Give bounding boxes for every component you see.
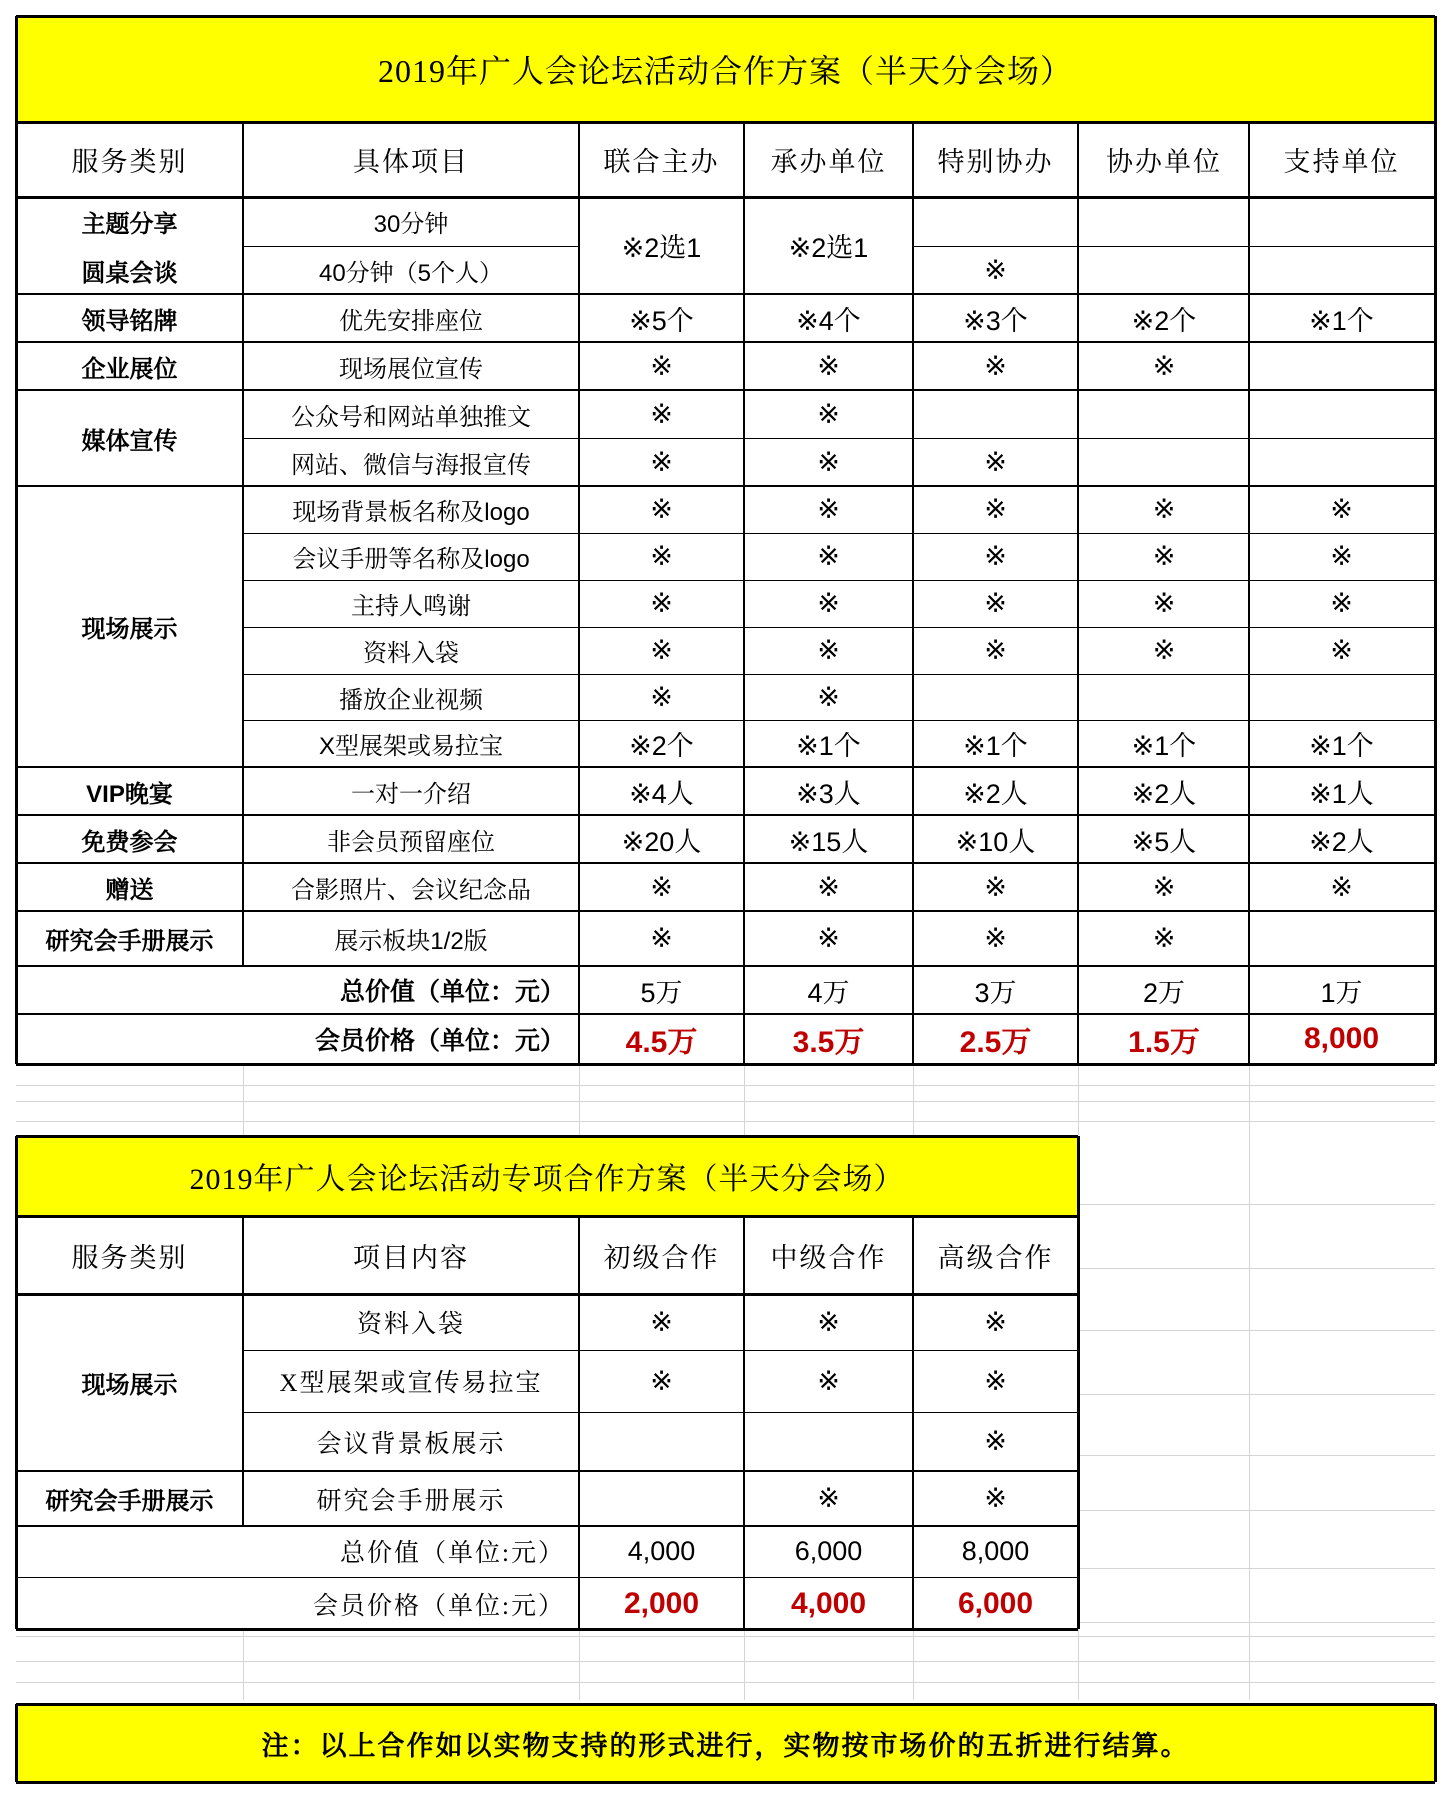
faint-grid (913, 1629, 914, 1700)
item-label: 资料入袋 (356, 1311, 465, 1338)
column-header: 支持单位 (1283, 146, 1400, 177)
category-label: 领导铭牌 (81, 307, 178, 335)
faint-grid (913, 1064, 914, 1135)
item-label: 现场背景板名称及logo (292, 499, 530, 526)
value-cell: ※1个 (1309, 305, 1374, 336)
category-label: 研究会手册展示 (45, 928, 214, 955)
value-cell: ※4个 (796, 305, 861, 336)
value-cell: ※ (984, 871, 1007, 902)
value-cell: ※ (817, 588, 840, 618)
grid-line (16, 1135, 1078, 1138)
item-label: 研究会手册展示 (316, 1487, 506, 1515)
item-label: 主持人鸣谢 (351, 593, 471, 620)
column-header: 服务类别 (71, 146, 188, 177)
value-cell: ※1个 (1309, 731, 1374, 761)
value-cell: ※ (650, 681, 673, 712)
item-label: X型展架或宣传易拉宝 (279, 1370, 543, 1397)
value-cell: ※ (650, 588, 673, 618)
total-value: 4万 (807, 977, 850, 1008)
value-cell: ※ (650, 398, 673, 429)
value-cell: ※ (984, 1483, 1007, 1513)
member-price: 2.5万 (959, 1026, 1032, 1059)
value-cell: ※ (984, 350, 1007, 381)
category-label: VIP晚宴 (86, 780, 173, 808)
grid-line (743, 122, 745, 965)
member-price: 4.5万 (625, 1026, 698, 1059)
round-table-mark: ※ (984, 254, 1007, 285)
value-cell: ※ (1330, 588, 1353, 618)
member-label: 会员价格（单位:元） (313, 1592, 565, 1620)
faint-grid (1078, 1064, 1079, 1135)
total-value: 1万 (1320, 977, 1363, 1008)
grid-line (16, 1293, 1078, 1296)
value-cell: ※2个 (1131, 305, 1197, 336)
column-header: 具体项目 (353, 146, 469, 177)
member-label: 会员价格（单位：元） (314, 1027, 565, 1055)
value-cell: ※2个 (629, 731, 694, 761)
grid-line (243, 1350, 1078, 1351)
item-label: 资料入袋 (363, 640, 459, 667)
member-price: 4,000 (790, 1586, 867, 1620)
faint-grid (1078, 1268, 1435, 1269)
faint-grid (1078, 1204, 1435, 1205)
value-cell: ※ (984, 588, 1007, 618)
category-label: 媒体宣传 (81, 427, 178, 455)
column-header: 项目内容 (353, 1242, 469, 1273)
grid-line (16, 1063, 1435, 1066)
category-label: 企业展位 (81, 355, 178, 383)
value-cell: ※ (1330, 541, 1353, 571)
table1-title: 2019年广人会论坛活动合作方案（半天分会场） (377, 53, 1073, 89)
grid-line (1434, 1704, 1437, 1782)
grid-line (1248, 966, 1250, 1064)
merged-choice: ※2选1 (621, 233, 702, 263)
grid-line (1077, 1136, 1080, 1629)
item-label: 一对一介绍 (351, 780, 471, 808)
value-cell: ※ (817, 494, 840, 524)
column-header: 特别协办 (937, 146, 1054, 177)
value-cell: ※ (1330, 494, 1353, 524)
faint-grid (1078, 1622, 1435, 1623)
faint-grid (16, 1661, 1435, 1662)
column-header: 高级合作 (937, 1242, 1054, 1273)
grid-line (578, 966, 580, 1064)
category-label: 圆桌会谈 (81, 259, 178, 287)
value-cell: ※ (650, 541, 673, 571)
value-cell: ※5个 (629, 305, 694, 336)
value-cell: ※ (1152, 635, 1176, 665)
item-label: X型展架或易拉宝 (318, 733, 503, 760)
value-cell: ※3个 (963, 305, 1028, 336)
grid-line (16, 341, 1435, 343)
faint-grid (16, 1682, 1435, 1683)
grid-line (242, 122, 244, 965)
value-cell: ※ (1152, 923, 1176, 953)
value-cell: ※2人 (1131, 778, 1197, 809)
grid-line (16, 1703, 1435, 1706)
grid-line (16, 862, 1435, 864)
item-label: 播放企业视频 (339, 686, 483, 714)
value-cell: ※ (984, 923, 1007, 953)
grid-line (243, 580, 1435, 581)
value-cell: ※ (817, 923, 840, 953)
value-cell: ※ (1152, 541, 1176, 571)
value-cell: ※4人 (629, 778, 694, 809)
faint-grid (16, 1085, 1435, 1086)
value-cell: ※ (650, 871, 673, 902)
grid-line (15, 1136, 18, 1629)
value-cell: ※10人 (955, 826, 1036, 857)
value-cell: ※2人 (963, 778, 1028, 809)
total-value: 2万 (1142, 977, 1186, 1008)
grid-line (16, 1577, 1078, 1578)
grid-line (243, 246, 579, 247)
grid-line (912, 1216, 914, 1629)
value-cell: ※ (817, 871, 840, 902)
member-price: 1.5万 (1128, 1026, 1200, 1059)
value-cell: ※1个 (796, 731, 861, 761)
value-cell: ※ (984, 635, 1007, 665)
category-label: 现场展示 (81, 1372, 178, 1399)
value-cell: ※ (984, 541, 1007, 571)
value-cell: ※ (1152, 871, 1176, 902)
value-cell: ※ (650, 350, 673, 381)
value-cell: ※ (1330, 635, 1353, 665)
value-cell: ※15人 (788, 826, 869, 857)
value-cell: ※ (1152, 494, 1176, 524)
grid-line (16, 910, 1435, 912)
value-cell: ※ (650, 446, 673, 477)
faint-grid (1249, 1064, 1250, 1135)
faint-grid (16, 1636, 1435, 1637)
value-cell: ※ (984, 494, 1007, 524)
grid-line (578, 1216, 580, 1629)
grid-line (1077, 122, 1079, 965)
grid-line (913, 246, 1435, 247)
faint-grid (243, 1629, 244, 1700)
value-cell: ※ (817, 1365, 840, 1396)
faint-grid (16, 1121, 1435, 1122)
grid-line (16, 389, 1435, 391)
grid-line (743, 966, 745, 1064)
faint-grid (744, 1064, 745, 1135)
grid-line (243, 1412, 1078, 1413)
value-cell: ※ (650, 923, 673, 953)
grid-line (912, 966, 914, 1064)
grid-line (243, 533, 1435, 534)
grid-line (16, 766, 1435, 768)
value-cell: ※ (817, 1483, 840, 1513)
grid-line (16, 1215, 1078, 1218)
value-cell: ※ (1152, 588, 1176, 618)
grid-line (16, 485, 1435, 487)
value-cell: ※ (650, 635, 673, 665)
grid-line (242, 1216, 244, 1526)
value-cell: ※1个 (963, 731, 1028, 761)
item-label: 优先安排座位 (339, 307, 483, 335)
total-value: 3万 (974, 977, 1017, 1008)
value-cell: ※ (817, 350, 840, 381)
item-label: 现场展位宣传 (339, 355, 483, 383)
item-label: 会议手册等名称及logo (292, 546, 530, 573)
column-header: 服务类别 (71, 1242, 188, 1273)
grid-line (243, 720, 1435, 721)
item-label: 30分钟 (373, 211, 449, 238)
value-cell: ※ (650, 1365, 673, 1396)
faint-grid (579, 1629, 580, 1700)
column-header: 联合主办 (603, 146, 720, 177)
merged-choice: ※2选1 (788, 233, 869, 263)
item-label: 非会员预留座位 (327, 828, 495, 856)
grid-line (16, 1013, 1435, 1015)
total-value: 6,000 (794, 1535, 863, 1566)
item-label: 公众号和网站单独推文 (291, 403, 531, 431)
faint-grid (1078, 1455, 1435, 1456)
value-cell: ※ (817, 398, 840, 429)
grid-line (243, 438, 1435, 439)
member-price: 6,000 (957, 1586, 1034, 1620)
item-label: 会议背景板展示 (316, 1430, 506, 1458)
value-cell: ※ (984, 1306, 1007, 1337)
faint-grid (579, 1064, 580, 1135)
total-value: 4,000 (627, 1535, 696, 1566)
faint-grid (1078, 1568, 1435, 1569)
total-value: 8,000 (961, 1535, 1030, 1566)
grid-line (16, 15, 1435, 18)
item-label: 展示板块1/2版 (334, 928, 488, 955)
total-value: 5万 (640, 977, 683, 1008)
column-header: 承办单位 (770, 146, 887, 177)
value-cell: ※ (817, 541, 840, 571)
category-label: 研究会手册展示 (45, 1488, 214, 1515)
column-header: 协办单位 (1106, 146, 1222, 177)
grid-line (578, 122, 580, 965)
faint-grid (243, 1064, 244, 1135)
column-header: 中级合作 (770, 1242, 887, 1273)
faint-grid (16, 1101, 1435, 1102)
faint-grid (1078, 1629, 1079, 1700)
value-cell: ※5人 (1131, 826, 1197, 857)
grid-line (912, 122, 914, 965)
grid-line (16, 293, 1435, 295)
value-cell: ※20人 (621, 826, 702, 857)
column-header: 初级合作 (603, 1242, 720, 1273)
grid-line (16, 814, 1435, 816)
grid-line (243, 627, 1435, 628)
total-label: 总价值（单位：元） (339, 978, 565, 1006)
category-label: 免费参会 (81, 828, 178, 856)
grid-line (1434, 16, 1437, 1064)
grid-line (1077, 966, 1079, 1064)
faint-grid (1078, 1510, 1435, 1511)
value-cell: ※ (817, 681, 840, 712)
value-cell: ※2人 (1309, 826, 1374, 857)
item-label: 40分钟（5个人） (318, 259, 504, 287)
note-text: 注：以上合作如以实物支持的形式进行，实物按市场价的五折进行结算。 (261, 1730, 1190, 1761)
member-price: 3.5万 (792, 1026, 865, 1059)
grid-line (16, 965, 1435, 967)
value-cell: ※ (984, 1426, 1007, 1456)
category-label: 赠送 (105, 876, 154, 904)
grid-line (1248, 122, 1250, 965)
value-cell: ※ (817, 1306, 840, 1337)
member-price: 2,000 (623, 1586, 700, 1620)
grid-line (243, 674, 1435, 675)
item-label: 网站、微信与海报宣传 (291, 451, 531, 479)
table2-title: 2019年广人会论坛活动专项合作方案（半天分会场） (189, 1163, 905, 1196)
value-cell: ※ (650, 1306, 673, 1337)
grid-line (16, 1525, 1078, 1527)
grid-line (16, 1628, 1078, 1631)
value-cell: ※3人 (796, 778, 861, 809)
value-cell: ※ (817, 446, 840, 477)
value-cell: ※ (650, 494, 673, 524)
grid-line (16, 1781, 1435, 1784)
value-cell: ※ (1152, 350, 1176, 381)
category-label: 主题分享 (81, 211, 178, 238)
grid-line (15, 16, 18, 1064)
grid-line (16, 196, 1435, 199)
category-label: 现场展示 (81, 615, 178, 643)
faint-grid (744, 1629, 745, 1700)
faint-grid (1078, 1330, 1435, 1331)
grid-line (743, 1216, 745, 1629)
value-cell: ※1个 (1131, 731, 1197, 761)
member-price: 8,000 (1303, 1022, 1380, 1055)
value-cell: ※ (1330, 871, 1353, 902)
value-cell: ※ (817, 635, 840, 665)
total-label: 总价值（单位:元） (340, 1540, 565, 1567)
grid-line (16, 121, 1435, 124)
grid-line (16, 1470, 1078, 1472)
item-label: 合影照片、会议纪念品 (291, 876, 531, 904)
value-cell: ※1人 (1309, 778, 1374, 809)
grid-line (15, 1704, 18, 1782)
value-cell: ※ (984, 446, 1007, 477)
value-cell: ※ (984, 1365, 1007, 1396)
faint-grid (1078, 1394, 1435, 1395)
faint-grid (1249, 1135, 1250, 1700)
